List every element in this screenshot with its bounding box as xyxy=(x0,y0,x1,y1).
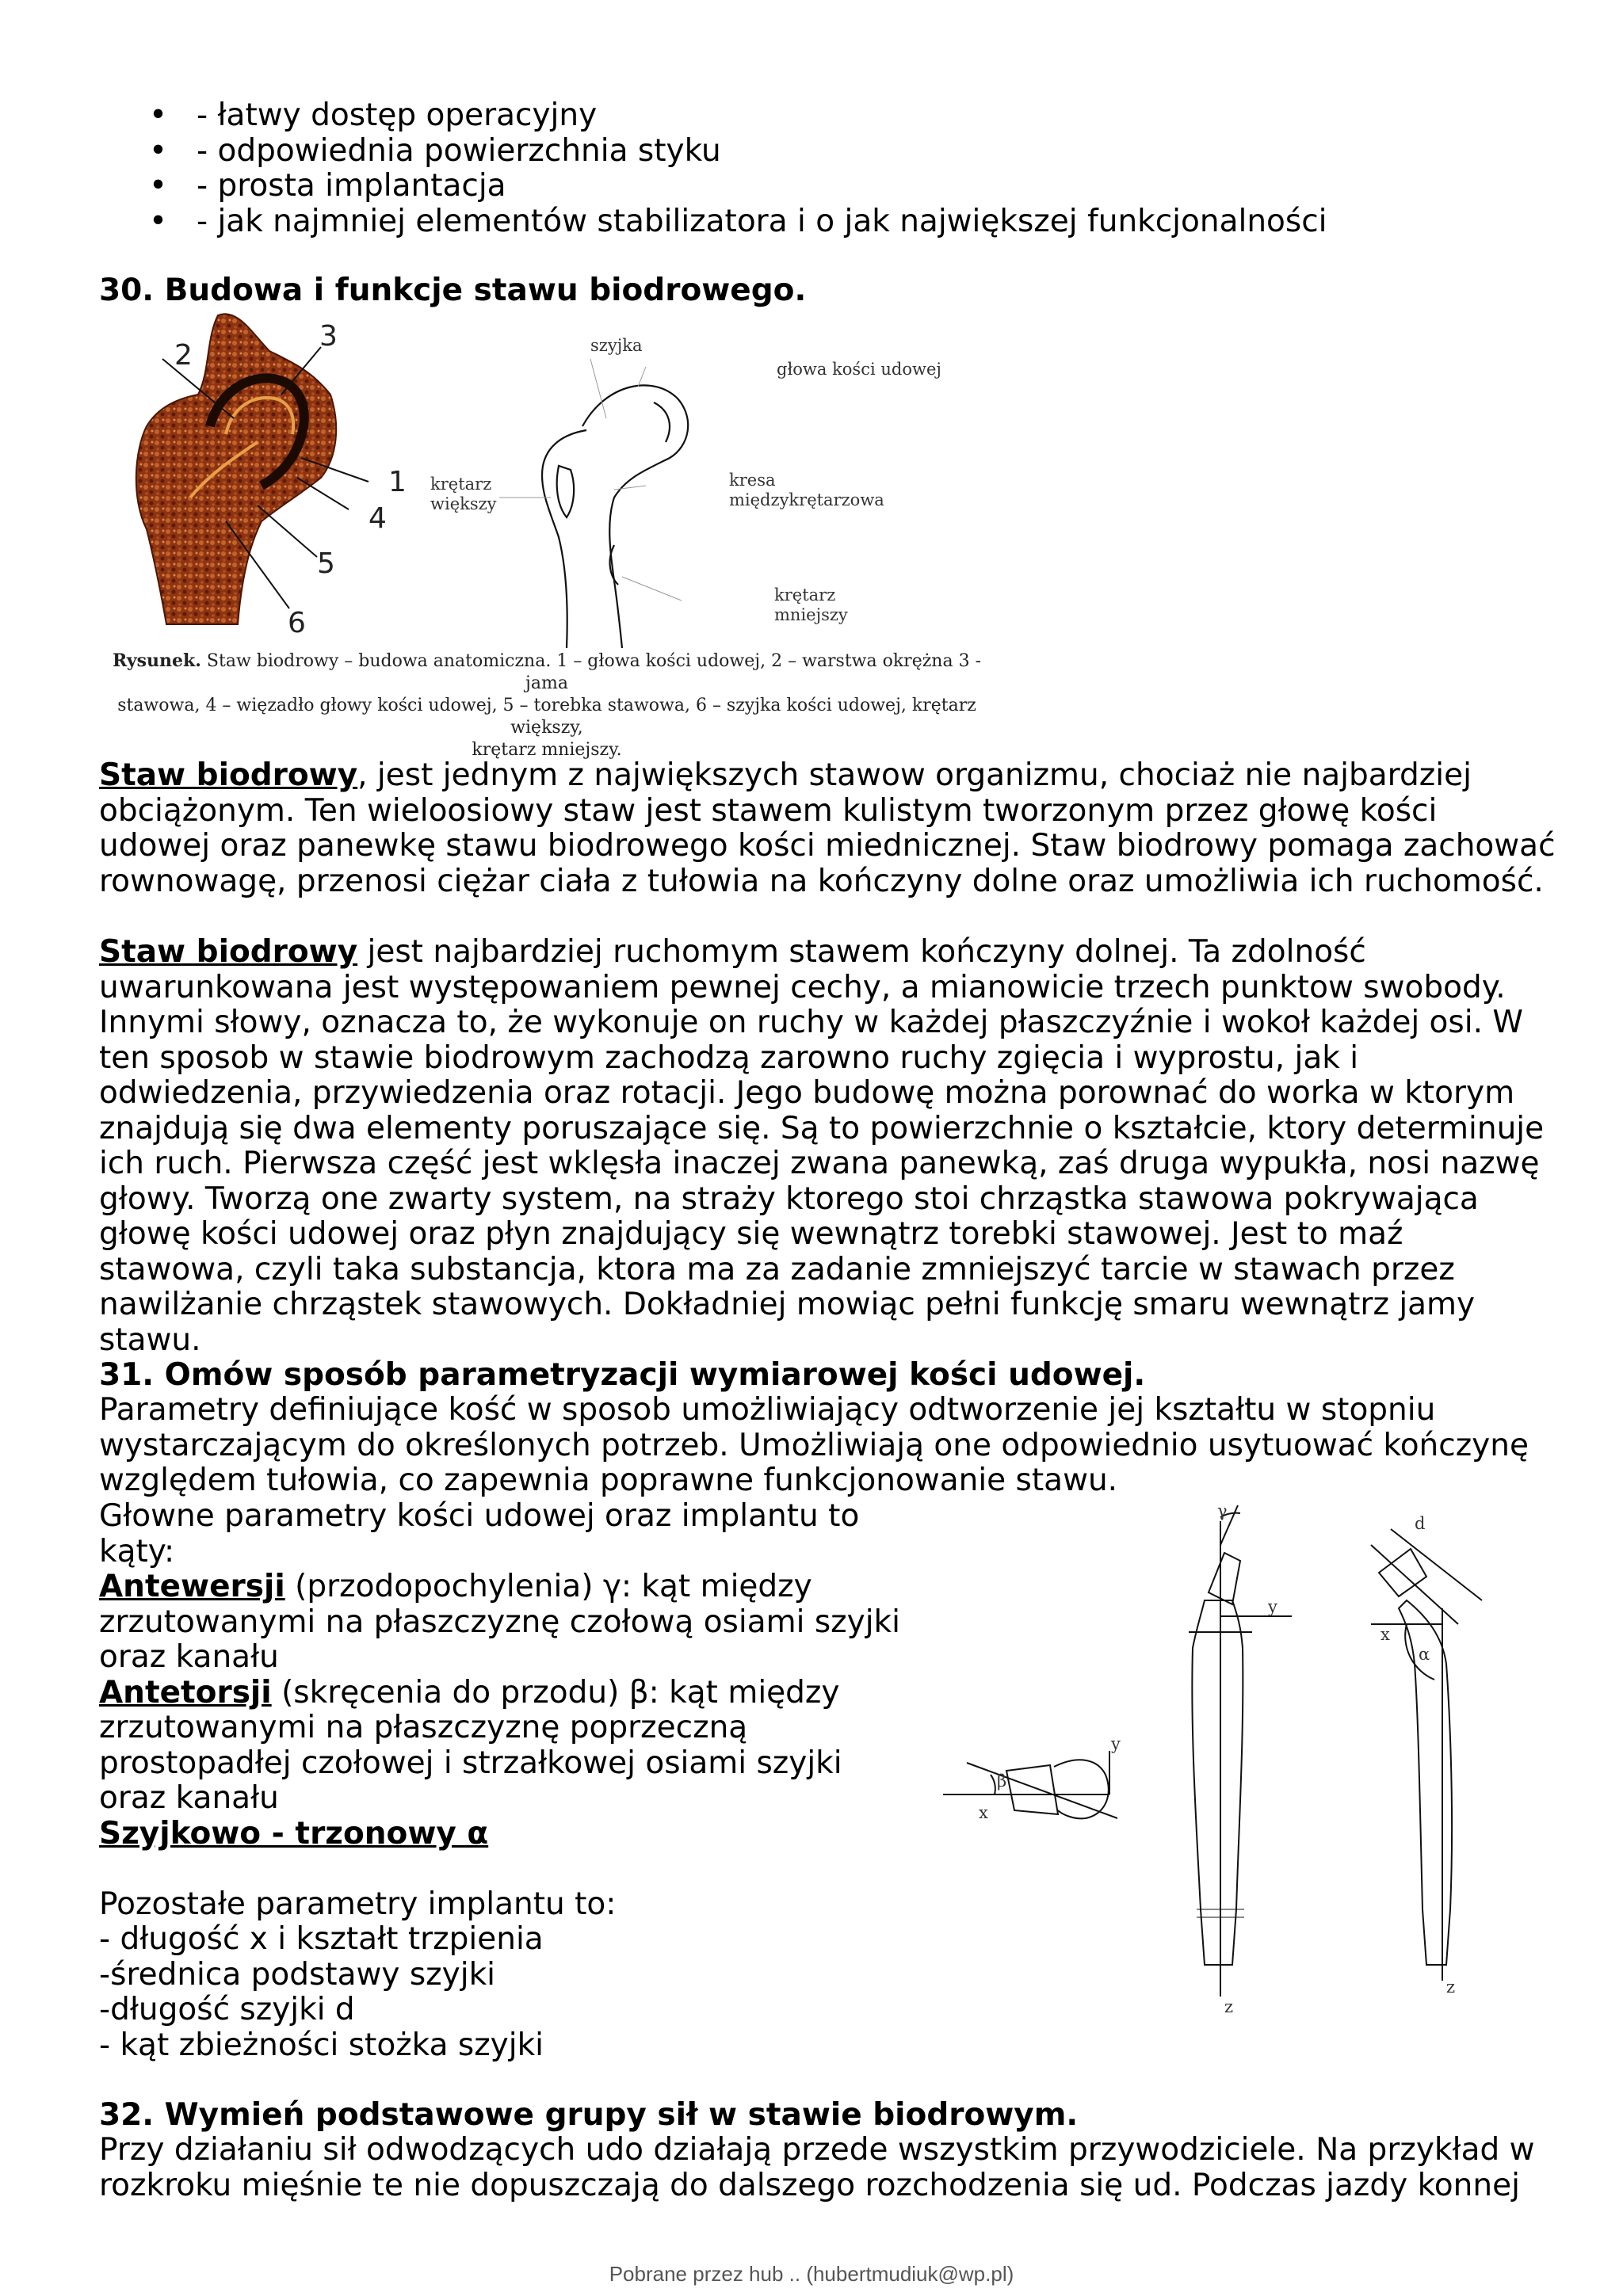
label-y1: y xyxy=(1268,1597,1277,1616)
label-kretarz-mniejszy-1: krętarz xyxy=(774,585,836,605)
list-item: • - jak najmniej elementów stabilizatora i o jak największej funkcjonalności xyxy=(149,203,1327,239)
paragraph-forces: Przy działaniu sił odwodzących udo działają przede wszystkim przywodziciele. Na przykład w rozkroku mięśnie te nie dopuszczają do dalszego rozchodzenia się ud. Podczas jazdy konnej xyxy=(99,2132,1535,2203)
label-6: 6 xyxy=(288,607,306,639)
download-footer: Pobrane przez hub .. (hubertmudiuk@wp.pl) xyxy=(609,2262,1014,2286)
list-item: - kąt zbieżności stożka szyjki xyxy=(99,2027,544,2063)
label-alpha: α xyxy=(1419,1645,1430,1664)
bullet-icon: • xyxy=(149,97,168,133)
list-item: • - łatwy dostęp operacyjny xyxy=(149,97,598,133)
implant-neck-top xyxy=(943,1751,1117,1818)
label-kretarz-wiekszy-1: krętarz xyxy=(430,475,492,494)
requirements-list xyxy=(141,98,1327,239)
paragraph-hip-2: Staw biodrowy jest najbardziej ruchomym stawem kończyny dolnej. Ta zdolność uwarunkowana jest występowaniem pewnej cechy, a mianowicie trzech punktow swobody. Innymi słowy, oznacza to, że wykonuje on ruchy w każdej płaszczyźnie i wokoł każdej osi. W ten sposob w stawie biodrowym zachodzą zarowno ruchy zgięcia i wyprostu, jak i odwiedzenia, przywiedzenia oraz rotacji. Jego budowę można porownać do worka w ktorym znajdują się dwa elementy poruszające się. Są to powierzchnie o kształcie, ktory determinuje ich ruch. Pierwsza część jest wklęsła inaczej zwana panewką, zaś druga wypukła, nosi nazwę głowy. Tworzą one zwarty system, na straży ktorego stoi chrząstka stawowa pokrywająca głowę kości udowej oraz płyn znajdujący się wewnątrz torebki stawowej. Jest to maź stawowa, czyli taka substancja, ktora ma za zadanie zmniejszyć tarcie w stawach przez nawilżanie chrząstek stawowych. Dokładniej mowiąc pełni funkcję smaru wewnątrz jamy stawu. xyxy=(99,934,1545,1358)
hip-joint-cross-section xyxy=(136,314,407,639)
label-y2: y xyxy=(1111,1734,1121,1753)
label-kretarz-wiekszy-2: większy xyxy=(430,494,497,513)
implant-stem-front xyxy=(1189,1505,1292,1997)
section-32-heading: 32. Wymień podstawowe grupy sił w stawie biodrowym. xyxy=(99,2097,1079,2133)
label-x2: x xyxy=(979,1803,988,1822)
paragraph-params-intro: Parametry definiujące kość w sposob umożliwiający odtworzenie jej kształtu w stopniu wystarczającym do określonych potrzeb. Umożliwiają one odpowiednio usytuować kończynę względem tułowia, co zapewnia poprawne funkcjonowanie stawu. xyxy=(99,1392,1529,1498)
list-item: - długość x i kształt trzpienia xyxy=(99,1921,544,1957)
label-z2: z xyxy=(1446,1978,1456,1997)
bullet-icon: • xyxy=(149,132,168,169)
label-3: 3 xyxy=(319,320,338,353)
label-kretarz-mniejszy-2: mniejszy xyxy=(774,605,848,624)
femur-outline xyxy=(499,359,688,648)
bullet-icon: • xyxy=(149,203,168,239)
label-beta: β xyxy=(997,1772,1007,1791)
paragraph-hip-1: Staw biodrowy, jest jednym z największych stawow organizmu, chociaż nie najbardziej obciążonym. Ten wieloosiowy staw jest stawem kulistym tworzonym przez głowę kości udowej oraz panewkę stawu biodrowego kości miednicznej. Staw biodrowy pomaga zachować rownowagę, przenosi ciężar ciała z tułowia na kończyny dolne oraz umożliwia ich ruchomość. xyxy=(99,757,1556,899)
label-kresa-1: kresa xyxy=(729,471,776,490)
szyjkowo-trzonowy-line: Szyjkowo - trzonowy α xyxy=(99,1815,489,1852)
label-szyjka: szyjka xyxy=(590,336,643,355)
bullet-icon: • xyxy=(149,168,168,204)
implant-angles-figure xyxy=(927,1497,1545,2020)
params-text-block: Głowne parametry kości udowej oraz implantu to kąty: Antewersji (przodopochylenia) γ: kąt między zrzutowanymi na płaszczyznę czołową osiami szyjki oraz kanału Antetorsji (skręcenia do przodu) β: kąt między zrzutowanymi na płaszczyznę poprzeczną prostopadłej czołowej i strzałkowej osiami szyjki oraz kanału Szyjkowo - trzonowy α Pozostałe parametry implantu to: - długość x i kształt trzpienia -średnica podstawy szyjki -długość szyjki d - kąt zbieżności stożka szyjki xyxy=(99,1499,923,2063)
label-d: d xyxy=(1415,1514,1426,1533)
antetorsji-line: Antetorsji (skręcenia do przodu) β: kąt między xyxy=(99,1674,840,1711)
section-30-heading: 30. Budowa i funkcje stawu biodrowego. xyxy=(99,273,807,308)
label-gamma: γ xyxy=(1217,1501,1228,1520)
label-5: 5 xyxy=(317,547,335,580)
label-2: 2 xyxy=(174,339,193,372)
section-31-heading: 31. Omów sposób parametryzacji wymiarowej kości udowej. xyxy=(99,1357,1146,1393)
list-item: • - odpowiednia powierzchnia styku xyxy=(149,132,721,169)
label-4: 4 xyxy=(369,502,387,535)
antewersji-line: Antewersji (przodopochylenia) γ: kąt między xyxy=(99,1569,812,1604)
label-x3: x xyxy=(1381,1625,1390,1644)
label-glowa: głowa kości udowej xyxy=(777,360,941,379)
implant-stem-side xyxy=(1371,1529,1482,1981)
list-item: -średnica podstawy szyjki xyxy=(99,1956,495,1993)
label-z1: z xyxy=(1224,1997,1234,2016)
label-kresa-2: międzykrętarzowa xyxy=(729,490,884,509)
list-item: -długość szyjki d xyxy=(99,1992,355,2027)
figure-caption: Rysunek. Staw biodrowy – budowa anatomiczna. 1 – głowa kości udowej, 2 – warstwa okrężna 3 - jama stawowa, 4 – więzadło głowy kości udowej, 5 – torebka stawowa, 6 – szyjka kości udowej, krętarz większy, krętarz mniejszy. xyxy=(112,650,982,760)
list-item: • - prosta implantacja xyxy=(149,168,506,204)
label-1: 1 xyxy=(388,466,407,498)
